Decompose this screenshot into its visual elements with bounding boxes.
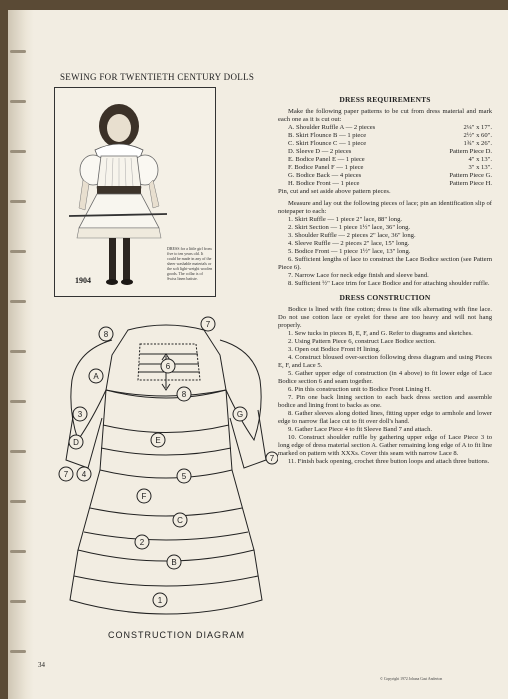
construction-diagram [48,310,278,630]
svg-text:7: 7 [63,470,69,479]
svg-text:E: E [155,436,161,445]
copyright-notice: © Copyright 1972 Johana Gast Anderton [380,677,443,681]
list-item: C. Skirt Flounce C — 1 piece 1¾" x 26". [288,140,492,147]
list-item: 4. Sleeve Ruffle — 2 pieces 2" lace, 15" long. [288,240,410,247]
illustration-caption: DRESS for a little girl from five to ten years old. It could be made in any of the sheer washable materials or the soft light-weight woolen goods. The collar is of Swiss linen batiste. [167,246,213,281]
svg-text:B: B [171,558,177,567]
pattern-list [278,124,492,188]
svg-text:A: A [93,372,99,381]
requirements-intro: Make the following paper patterns to be cut from dress material and mark each one as it is cut out: [278,108,492,123]
svg-text:6: 6 [165,362,171,371]
book-page [8,10,508,699]
running-header: SEWING FOR TWENTIETH CENTURY DOLLS [60,72,255,82]
svg-text:G: G [236,410,244,419]
svg-text:1: 1 [157,596,163,605]
requirements-heading: DRESS REQUIREMENTS [339,95,431,104]
svg-text:3: 3 [77,410,83,419]
svg-text:7: 7 [269,454,275,463]
svg-text:5: 5 [181,472,187,481]
svg-text:D: D [73,438,79,447]
svg-text:7: 7 [205,320,211,329]
list-item: 5. Bodice Front — 1 piece 1½" lace, 13" long. [288,248,411,255]
illustration-year: 1904 [75,276,91,285]
list-item: 11. Finish back opening, crochet three button loops and attach three buttons. [288,458,490,465]
list-item: 9. Gather Lace Piece 4 to fit Sleeve Band 7 and attach. [288,426,433,433]
list-item: 3. Shoulder Ruffle — 2 pieces 2" lace, 36" long. [288,232,416,239]
list-item: 7. Narrow Lace for neck edge finish and sleeve band. [288,272,429,279]
svg-text:F: F [141,492,147,501]
lace-intro: Measure and lay out the following pieces of lace; pin an identification slip of notepaper to each: [278,200,492,215]
list-item: 6. Pin this construction unit to Bodice Front Lining H. [288,386,432,393]
list-item: H. Bodice Front — 1 piece Pattern Piece H. [288,180,492,187]
list-item: 3. Open out Bodice Front H lining. [288,346,381,353]
list-item: 7. Pin one back lining section to each back dress section and assemble bodice and lining front to backs as one. [278,394,492,409]
list-item: 1. Sew tucks in pieces B, E, F, and G. Refer to diagrams and sketches. [288,330,473,337]
svg-text:4: 4 [81,470,87,479]
book-binding [8,10,34,699]
page-number: 34 [38,661,45,669]
svg-text:2: 2 [139,538,145,547]
list-item: 2. Skirt Section — 1 piece 1½" lace, 36" long. [288,224,411,231]
list-item: 8. Sufficient ½" Lace trim for Lace Bodice and for attaching shoulder ruffle. [288,280,490,287]
list-item: 8. Gather sleeves along dotted lines, fitting upper edge to armhole and lower edge to narrow flat lace cut to fit over doll's hand. [278,410,492,425]
list-item: B. Skirt Flounce B — 1 piece 2½" x 60". [288,132,492,139]
list-item: 1. Skirt Ruffle — 1 piece 2" lace, 88" long. [288,216,403,223]
list-item: 6. Sufficient lengths of lace to construct the Lace Bodice section (see Pattern Piece 6). [278,256,492,271]
list-item: 4. Construct bloused over-section following dress diagram and using Pieces E, F, and Lace 5. [278,354,492,369]
construction-intro: Bodice is lined with fine cotton; dress is fine silk alternating with fine lace. Do not use cotton lace or eyelet for these are too heavy and will not hang properly. [278,306,492,329]
construction-heading: DRESS CONSTRUCTION [339,293,431,302]
svg-text:C: C [177,516,183,525]
diagram-caption: CONSTRUCTION DIAGRAM [108,630,245,640]
instructions-column [278,96,492,466]
svg-text:8: 8 [181,390,187,399]
pin-note: Pin, cut and set aside above pattern pieces. [278,188,391,195]
list-item: E. Bodice Panel E — 1 piece 4" x 13". [288,156,492,163]
list-item: 5. Gather upper edge of construction (in 4 above) to fit lower edge of Lace Bodice section 6 and seam together. [278,370,492,385]
list-item: 10. Construct shoulder ruffle by gathering upper edge of Lace Piece 3 to long edge of dress material section A. Gather remaining long edge of A to fit line marked on pattern with XXXs. Cover this seam with narrow Lace 8. [278,434,492,457]
list-item: D. Sleeve D — 2 pieces Pattern Piece D. [288,148,492,155]
svg-text:8: 8 [103,330,109,339]
list-item: A. Shoulder Ruffle A — 2 pieces 2¼" x 17". [288,124,492,131]
girl-illustration-frame [54,87,216,297]
list-item: 2. Using Pattern Piece 6, construct Lace Bodice section. [288,338,436,345]
list-item: G. Bodice Back — 4 pieces Pattern Piece G. [288,172,492,179]
list-item: F. Bodice Panel F — 1 piece 3" x 13". [288,164,492,171]
